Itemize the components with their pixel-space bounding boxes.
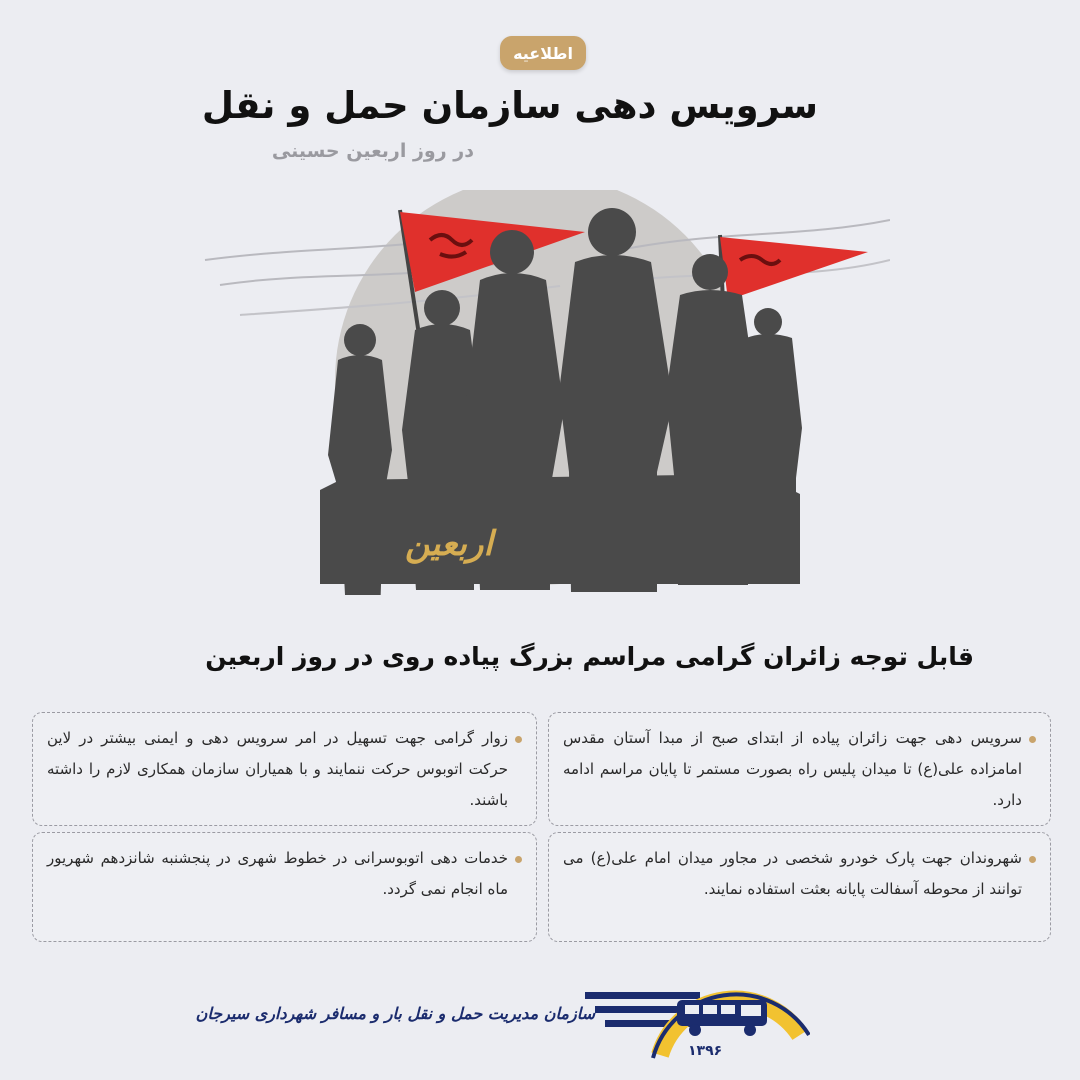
- bullet-dot-icon: [515, 856, 522, 863]
- info-card-text: سرویس دهی جهت زائران پیاده از ابتدای صبح از مبدا آستان مقدس امامزاده علی(ع) تا میدان پلیس راه بصورت مستمر تا پایان مراسم ادامه دارد.: [563, 729, 1022, 809]
- info-card: [32, 712, 537, 826]
- hero-illustration: [200, 190, 890, 595]
- bus-icon: [677, 1000, 767, 1036]
- logo-year: ۱۳۹۶: [688, 1043, 723, 1059]
- info-card: [32, 832, 537, 942]
- page-title: سرویس دهی سازمان حمل و نقل: [201, 84, 818, 127]
- info-card: [548, 712, 1051, 826]
- info-card-text: شهروندان جهت پارک خودرو شخصی در مجاور میدان امام علی(ع) می توانند از محوطه آسفالت پایانه بعثت استفاده نمایند.: [563, 849, 1022, 898]
- bullet-dot-icon: [515, 736, 522, 743]
- info-card: [548, 832, 1051, 942]
- logo-stripe: [585, 992, 700, 999]
- bullet-dot-icon: [1029, 856, 1036, 863]
- section-headline: قابل توجه زائران گرامی مراسم بزرگ پیاده روی در روز اربعین: [205, 642, 974, 671]
- arbaeen-calligraphy: اربعین: [405, 524, 493, 564]
- organization-name: سازمان مدیریت حمل و نقل بار و مسافر شهرداری سیرجان: [195, 1004, 595, 1023]
- info-card-text: خدمات دهی اتوبوسرانی در خطوط شهری در پنجشنبه شانزدهم شهریور ماه انجام نمی گردد.: [47, 849, 508, 898]
- bullet-dot-icon: [1029, 736, 1036, 743]
- page-subtitle: در روز اربعین حسینی: [271, 140, 474, 162]
- info-card-text: زوار گرامی جهت تسهیل در امر سرویس دهی و ایمنی بیشتر در لاین حرکت اتوبوس حرکت ننمایند و با همیاران سازمان همکاری لازم را داشته باشند.: [47, 729, 508, 809]
- announcement-badge: اطلاعیه: [500, 36, 586, 70]
